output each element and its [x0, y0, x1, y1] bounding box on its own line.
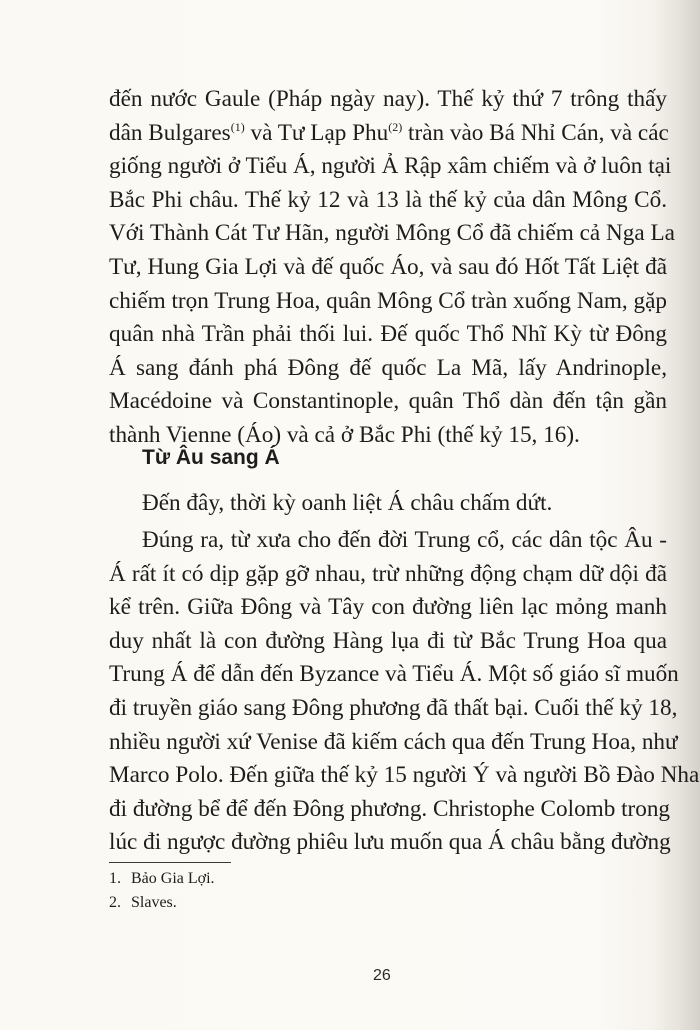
text-line: Macédoine và Constantinople, quân Thổ dàn đến tận gần	[109, 388, 667, 415]
text-line: nhiều người xứ Venise đã kiếm cách qua đến Trung Hoa, như	[109, 728, 678, 755]
text-line	[109, 117, 667, 151]
footnote-ref-1[interactable]: (1)	[230, 119, 245, 134]
text-line: thành Vienne (Áo) và cả ở Bắc Phi (thế kỷ 15, 16).	[109, 421, 580, 448]
section-heading: Từ Âu sang Á	[142, 446, 280, 469]
text-line: Á rất ít có dịp gặp gỡ nhau, trừ những động chạm dữ dội đã	[109, 560, 667, 587]
text-line: quân nhà Trần phải thối lui. Đế quốc Thổ Nhĩ Kỳ từ Đông	[109, 321, 667, 348]
text-line: Với Thành Cát Tư Hãn, người Mông Cổ đã chiếm cả Nga La	[109, 220, 675, 247]
footnote-text: Bảo Gia Lợi.	[131, 870, 215, 887]
text-line: đến nước Gaule (Pháp ngày nay). Thế kỷ thứ 7 trông thấy	[109, 86, 667, 112]
paragraph-invasions	[109, 83, 675, 453]
text-line: Đúng ra, từ xưa cho đến đời Trung cổ, các dân tộc Âu -	[142, 527, 667, 553]
text-line: giống người ở Tiểu Á, người Ả Rập xâm chiếm và ở luôn tại	[109, 153, 672, 180]
footnote-number: 1.	[109, 870, 121, 887]
text-line: kể trên. Giữa Đông và Tây con đường liên lạc mỏng manh	[109, 594, 667, 621]
footnote-divider	[109, 862, 231, 863]
text-span: dân Bulgares	[109, 119, 231, 146]
text-line: lúc đi ngược đường phiêu lưu muốn qua Á châu bằng đường	[109, 829, 671, 856]
text-line: Tư, Hung Gia Lợi và đế quốc Áo, và sau đó Hốt Tất Liệt đã	[109, 253, 667, 280]
text-span: tràn vào Bá Nhỉ Cán, và các	[402, 119, 669, 146]
text-line: đi truyền giáo sang Đông phương đã thất bại. Cuối thế kỷ 18,	[109, 694, 678, 721]
footnote-2	[109, 891, 215, 915]
text-line: duy nhất là con đường Hàng lụa đi từ Bắc Trung Hoa qua	[109, 627, 667, 654]
text-line: Marco Polo. Đến giữa thế kỷ 15 người Ý và người Bồ Đào Nha	[109, 762, 700, 789]
paragraph-east-west-contact	[109, 524, 700, 860]
footnote-1	[109, 867, 215, 891]
text-line: Á sang đánh phá Đông đế quốc La Mã, lấy Andrinople,	[109, 354, 667, 381]
text-line: chiếm trọn Trung Hoa, quân Mông Cổ tràn xuống Nam, gặp	[109, 287, 667, 314]
footnotes	[109, 867, 215, 915]
text-span: và Tư Lạp Phu	[244, 119, 389, 146]
footnote-ref-2[interactable]: (2)	[388, 119, 403, 134]
text-line: Trung Á để dẫn đến Byzance và Tiểu Á. Một số giáo sĩ muốn	[109, 661, 679, 688]
footnote-number: 2.	[109, 894, 121, 911]
footnote-text: Slaves.	[131, 894, 177, 911]
page-number: 26	[373, 967, 391, 984]
text-line: Bắc Phi châu. Thế kỷ 12 và 13 là thế kỷ của dân Mông Cổ.	[109, 186, 667, 213]
text-line: đi đường bể để đến Đông phương. Christophe Colomb trong	[109, 795, 671, 822]
paragraph-end-of-asia-glory: Đến đây, thời kỳ oanh liệt Á châu chấm dứt.	[142, 490, 553, 516]
